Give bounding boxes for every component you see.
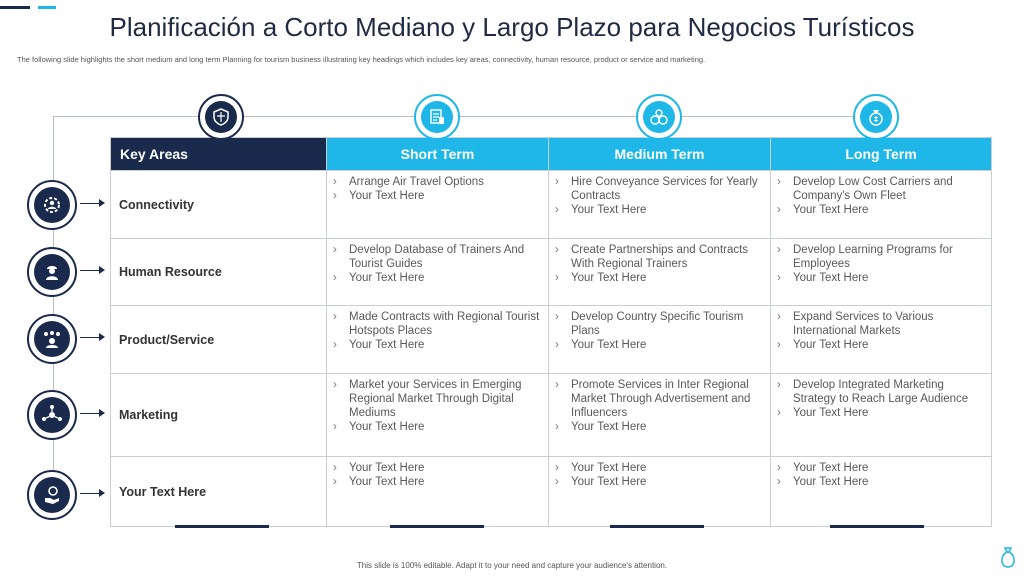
bullet-text: Your Text Here [793, 476, 869, 488]
chevron-icon: › [333, 421, 337, 433]
chevron-icon: › [555, 476, 559, 488]
bullet-item [333, 271, 542, 285]
row-icon-marketing-ring [27, 390, 77, 440]
table-row [111, 171, 992, 239]
top-accent-bar-dark [0, 6, 30, 9]
bullet-text: Your Text Here [349, 190, 425, 202]
bullet-item [555, 203, 764, 217]
chevron-icon: › [333, 244, 337, 256]
bullet-text: Your Text Here [571, 339, 647, 351]
table-header-row [111, 138, 992, 171]
chevron-icon: › [777, 244, 781, 256]
bullet-text: Develop Learning Programs for Employees [793, 244, 953, 270]
bullet-item [333, 175, 542, 189]
column-underline [610, 525, 704, 528]
chevron-icon: › [555, 421, 559, 433]
bullet-text: Your Text Here [349, 476, 425, 488]
chevron-icon: › [333, 272, 337, 284]
bullet-item [555, 310, 764, 338]
moneybag-icon [860, 101, 892, 133]
table-row [111, 306, 992, 374]
bullet-text: Develop Database of Trainers And Tourist Guides [349, 244, 525, 270]
bullet-text: Your Text Here [571, 462, 647, 474]
header-icon-shield-ring [198, 94, 244, 140]
shield-icon [205, 101, 237, 133]
arrow-head-icon [99, 199, 105, 207]
chevron-icon: › [777, 311, 781, 323]
document-icon [421, 101, 453, 133]
arrow-head-icon [99, 489, 105, 497]
bullet-item [555, 243, 764, 271]
bullet-text: Your Text Here [793, 407, 869, 419]
team-icon [34, 321, 70, 357]
column-underline [830, 525, 924, 528]
chevron-icon: › [555, 462, 559, 474]
bullet-text: Your Text Here [571, 476, 647, 488]
bullet-text: Your Text Here [571, 272, 647, 284]
row-label-marketing: Marketing [111, 374, 327, 457]
chevron-icon: › [333, 339, 337, 351]
top-accent-bar-light [38, 6, 56, 9]
cell-short [327, 239, 549, 306]
header-short-term: Short Term [327, 138, 549, 171]
bullet-text: Develop Integrated Marketing Strategy to Reach Large Audience [793, 379, 969, 405]
chevron-icon: › [555, 379, 559, 391]
row-icon-product-service-ring [27, 314, 77, 364]
cell-medium [549, 457, 771, 527]
chevron-icon: › [555, 244, 559, 256]
chevron-icon: › [555, 204, 559, 216]
network-icon [34, 397, 70, 433]
bullet-item [333, 378, 542, 420]
cell-long [771, 171, 992, 239]
moneybag-corner-icon [998, 546, 1018, 575]
bullet-item [555, 175, 764, 203]
bullet-text: Your Text Here [793, 272, 869, 284]
gear-person-icon [34, 187, 70, 223]
page-title: Planificación a Corto Mediano y Largo Plazo para Negocios Turísticos [109, 12, 915, 42]
row-arrow [80, 270, 100, 271]
bullet-text: Your Text Here [349, 462, 425, 474]
bullet-item [777, 461, 985, 475]
bullet-item [777, 175, 985, 203]
bullet-item [555, 378, 764, 420]
column-underline [390, 525, 484, 528]
bullet-item [777, 378, 985, 406]
chevron-icon: › [333, 190, 337, 202]
header-icon-document-ring [414, 94, 460, 140]
bullet-text: Arrange Air Travel Options [349, 176, 484, 188]
chevron-icon: › [333, 176, 337, 188]
header-medium-term: Medium Term [549, 138, 771, 171]
cell-long [771, 239, 992, 306]
bullet-text: Your Text Here [349, 339, 425, 351]
cell-medium [549, 171, 771, 239]
bullet-item [777, 243, 985, 271]
bullet-text: Create Partnerships and Contracts With Regional Trainers [571, 244, 749, 270]
bullet-item [333, 243, 542, 271]
bullet-item [333, 310, 542, 338]
row-icon-custom-ring [27, 470, 77, 520]
chevron-icon: › [333, 476, 337, 488]
bullet-text: Hire Conveyance Services for Yearly Contracts [571, 176, 758, 202]
row-arrow [80, 337, 100, 338]
bullet-text: Your Text Here [349, 272, 425, 284]
bullet-item [777, 203, 985, 217]
chevron-icon: › [555, 176, 559, 188]
bullet-item [777, 475, 985, 489]
bullet-text: Promote Services in Inter Regional Market Through Advertisement and Influencers [571, 379, 751, 419]
connector-horizontal [53, 116, 881, 117]
hand-coin-icon [34, 477, 70, 513]
chevron-icon: › [333, 311, 337, 323]
row-label-product-service: Product/Service [111, 306, 327, 374]
cell-short [327, 306, 549, 374]
page-subtitle: The following slide highlights the short medium and long term Planning for tourism business illustrating key headings which includes key areas, connectivity, human resource, product or service and marketing. [17, 55, 706, 64]
bullet-item [333, 420, 542, 434]
arrow-head-icon [99, 266, 105, 274]
bullet-text: Your Text Here [571, 204, 647, 216]
bullet-item [777, 406, 985, 420]
chevron-icon: › [333, 379, 337, 391]
column-underline [175, 525, 269, 528]
cell-medium [549, 374, 771, 457]
row-label-human-resource: Human Resource [111, 239, 327, 306]
chevron-icon: › [777, 407, 781, 419]
bullet-item [333, 189, 542, 203]
bullet-item [333, 338, 542, 352]
cell-short [327, 171, 549, 239]
chevron-icon: › [333, 462, 337, 474]
planning-table [110, 137, 992, 527]
cell-short [327, 457, 549, 527]
header-icon-coins-ring [636, 94, 682, 140]
cell-long [771, 306, 992, 374]
bullet-item [555, 271, 764, 285]
bullet-item [555, 338, 764, 352]
table-row [111, 457, 992, 527]
bullet-item [555, 420, 764, 434]
row-label-custom: Your Text Here [111, 457, 327, 527]
cell-short [327, 374, 549, 457]
row-icon-human-resource-ring [27, 247, 77, 297]
table-row [111, 239, 992, 306]
chevron-icon: › [777, 462, 781, 474]
chevron-icon: › [777, 204, 781, 216]
bullet-item [777, 338, 985, 352]
row-arrow [80, 203, 100, 204]
bullet-text: Your Text Here [571, 421, 647, 433]
arrow-head-icon [99, 409, 105, 417]
bullet-item [333, 461, 542, 475]
row-icon-connectivity-ring [27, 180, 77, 230]
cell-long [771, 457, 992, 527]
bullet-item [777, 271, 985, 285]
footer-note: This slide is 100% editable. Adapt it to your need and capture your audience's attention. [356, 561, 668, 570]
chevron-icon: › [555, 272, 559, 284]
cell-medium [549, 239, 771, 306]
chevron-icon: › [555, 339, 559, 351]
bullet-text: Made Contracts with Regional Tourist Hotspots Places [349, 311, 540, 337]
row-arrow [80, 493, 100, 494]
chevron-icon: › [777, 176, 781, 188]
worker-icon [34, 254, 70, 290]
bullet-text: Your Text Here [793, 204, 869, 216]
coins-icon [643, 101, 675, 133]
bullet-text: Develop Country Specific Tourism Plans [571, 311, 744, 337]
bullet-text: Market your Services in Emerging Regional Market Through Digital Mediums [349, 379, 522, 419]
header-icon-moneybag-ring [853, 94, 899, 140]
header-long-term: Long Term [771, 138, 992, 171]
bullet-item [333, 475, 542, 489]
bullet-text: Your Text Here [349, 421, 425, 433]
bullet-item [777, 310, 985, 338]
cell-medium [549, 306, 771, 374]
bullet-item [555, 475, 764, 489]
cell-long [771, 374, 992, 457]
chevron-icon: › [777, 476, 781, 488]
row-label-connectivity: Connectivity [111, 171, 327, 239]
chevron-icon: › [777, 379, 781, 391]
row-arrow [80, 413, 100, 414]
chevron-icon: › [777, 272, 781, 284]
chevron-icon: › [555, 311, 559, 323]
header-key-areas: Key Areas [111, 138, 327, 171]
bullet-text: Your Text Here [793, 339, 869, 351]
bullet-text: Expand Services to Various International Markets [793, 311, 934, 337]
bullet-text: Develop Low Cost Carriers and Company's Own Fleet [793, 176, 953, 202]
arrow-head-icon [99, 333, 105, 341]
bullet-item [555, 461, 764, 475]
table-row [111, 374, 992, 457]
chevron-icon: › [777, 339, 781, 351]
bullet-text: Your Text Here [793, 462, 869, 474]
